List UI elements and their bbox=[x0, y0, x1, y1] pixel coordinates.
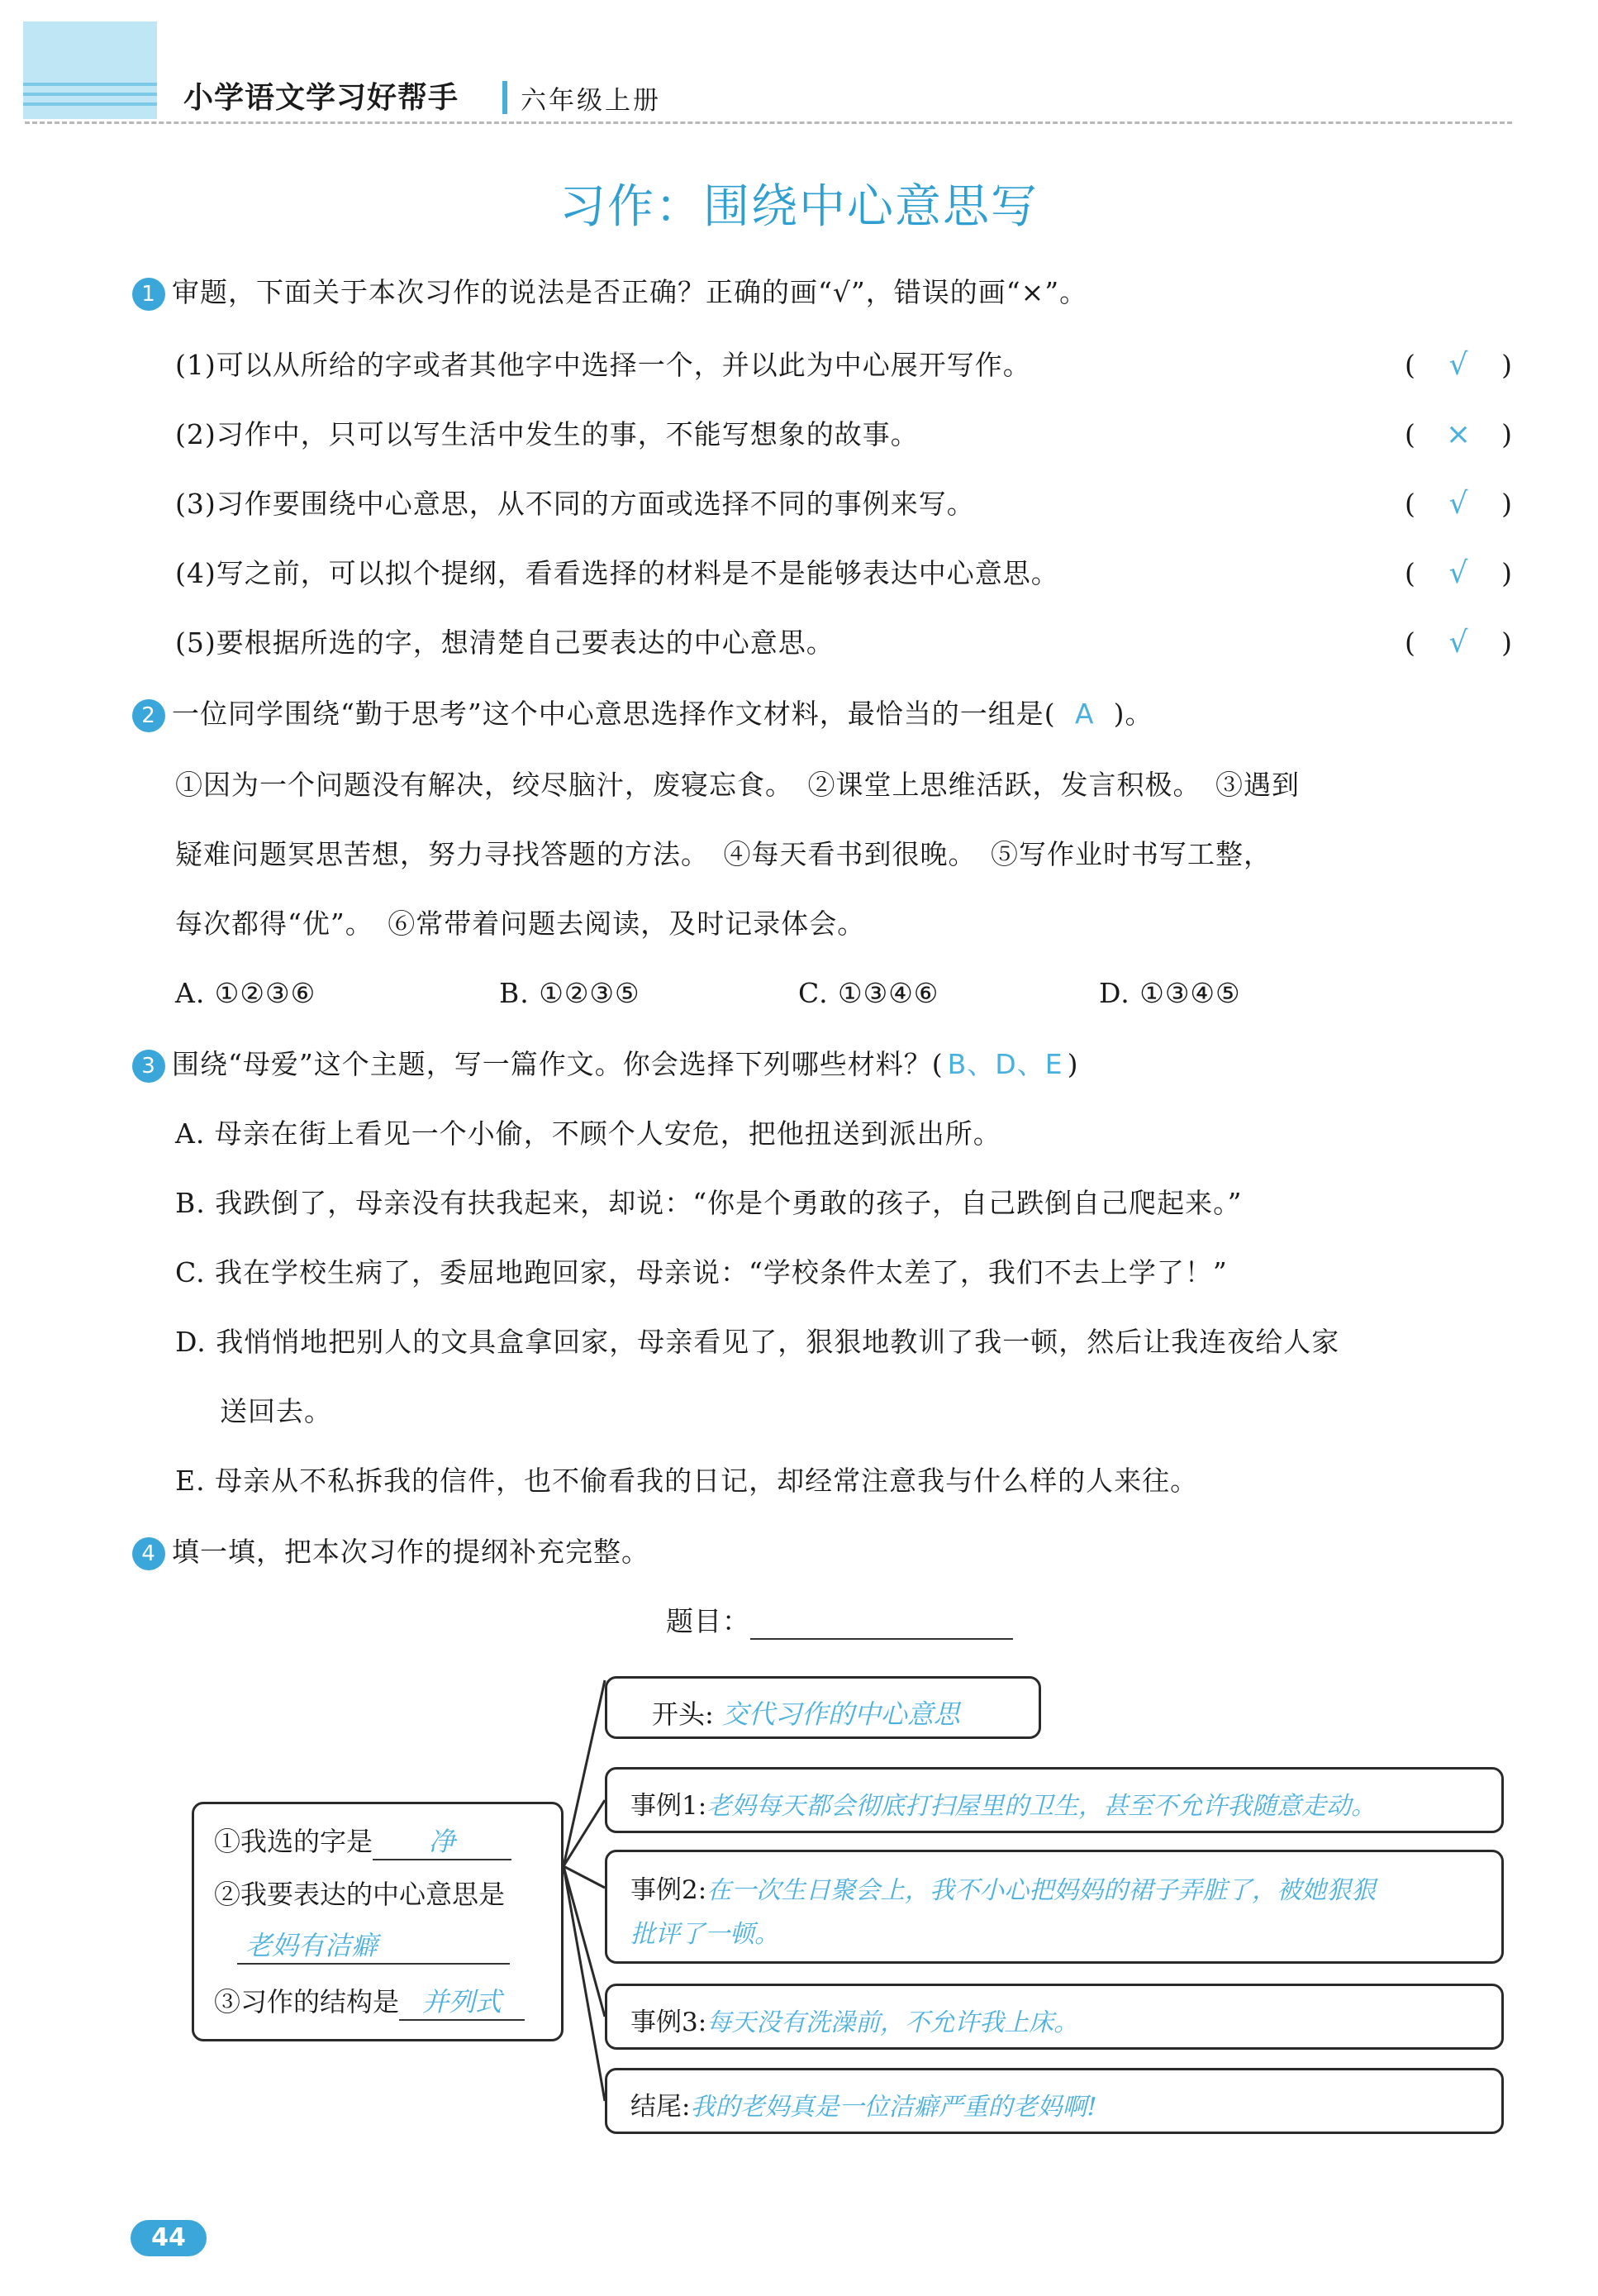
meaning-answer: 老妈有洁癖 bbox=[237, 1925, 510, 1965]
q3-option: D. 我悄悄地把别人的文具盒拿回家，母亲看见了，狠狠地教训了我一顿，然后让我连夜给人家 bbox=[175, 1326, 1340, 1358]
q3-option-continued: 送回去。 bbox=[220, 1395, 332, 1427]
example2-box: 事例2:在一次生日聚会上，我不小心把妈妈的裙子弄脏了，被她狠狠 批评了一顿。 bbox=[605, 1850, 1504, 1964]
q3-option: A. 母亲在街上看见一个小偷，不顾个人安危，把他扭送到派出所。 bbox=[175, 1117, 1001, 1150]
q2-option-d: D. ①③④⑤ bbox=[1099, 977, 1241, 1009]
q1-prompt: 1 审题，下面关于本次习作的说法是否正确？正确的画“√”，错误的画“×”。 bbox=[132, 274, 1087, 311]
opening-answer: 交代习作的中心意思 bbox=[721, 1698, 960, 1730]
q1-item: (2)习作中，只可以写生活中发生的事，不能写想象的故事。 bbox=[175, 418, 919, 450]
q3-option: C. 我在学校生病了，委屈地跑回家，母亲说：“学校条件太差了，我们不去上学了！” bbox=[175, 1256, 1228, 1289]
char-row: ①我选的字是 净 bbox=[214, 1821, 511, 1860]
q2-number-badge: 2 bbox=[132, 699, 165, 732]
q1-number-badge: 1 bbox=[132, 278, 165, 311]
q2-material-line: ①因为一个问题没有解决，绞尽脑汁，废寝忘食。 ②课堂上思维活跃，发言积极。 ③遇到 bbox=[175, 769, 1300, 801]
q1-item: (1)可以从所给的字或者其他字中选择一个，并以此为中心展开写作。 bbox=[175, 349, 1031, 381]
structure-row: ③习作的结构是 并列式 bbox=[214, 1981, 525, 2021]
opening-box: 开头: 交代习作的中心意思 bbox=[605, 1676, 1041, 1739]
page-title: 习作：围绕中心意思写 bbox=[559, 180, 1039, 234]
q3-number-badge: 3 bbox=[132, 1050, 165, 1083]
q4-prompt: 4 填一填，把本次习作的提纲补充完整。 bbox=[132, 1534, 649, 1570]
meaning-label: ②我要表达的中心意思是 bbox=[214, 1879, 506, 1910]
q3-option: B. 我跌倒了，母亲没有扶我起来，却说：“你是个勇敢的孩子，自己跌倒自己爬起来。” bbox=[175, 1187, 1243, 1219]
q3-option: E. 母亲从不私拆我的信件，也不偷看我的日记，却经常注意我与什么样的人来往。 bbox=[175, 1465, 1199, 1497]
example3-box: 事例3:每天没有洗澡前，不允许我上床。 bbox=[605, 1984, 1504, 2050]
example1-answer: 老妈每天都会彻底打扫屋里的卫生，甚至不允许我随意走动。 bbox=[706, 1792, 1377, 1821]
structure-answer: 并列式 bbox=[399, 1981, 525, 2021]
q2-prompt: 2 一位同学围绕“勤于思考”这个中心意思选择作文材料，最恰当的一组是( A )。 bbox=[132, 696, 1153, 732]
book-title: 小学语文学习好帮手 bbox=[183, 81, 459, 115]
q2-material-line: 疑难问题冥思苦想，努力寻找答题的方法。 ④每天看书到很晚。 ⑤写作业时书写工整， bbox=[175, 838, 1272, 870]
q3-prompt: 3 围绕“母爱”这个主题，写一篇作文。你会选择下列哪些材料？( B、D、E ) bbox=[132, 1046, 1079, 1083]
q4-title-field: 题目： bbox=[666, 1603, 1013, 1640]
ending-box: 结尾:我的老妈真是一位洁癖严重的老妈啊! bbox=[605, 2068, 1504, 2134]
grade-label: 六年级上册 bbox=[521, 86, 661, 116]
q2-answer: A bbox=[1074, 698, 1095, 730]
q2-option-b: B. ①②③⑤ bbox=[499, 977, 640, 1009]
q1-item: (3)习作要围绕中心意思，从不同的方面或选择不同的事例来写。 bbox=[175, 488, 975, 520]
example2-answer-continued: 批评了一顿。 bbox=[630, 1920, 779, 1949]
q3-answer: B、D、E bbox=[947, 1048, 1063, 1080]
q1-item: (5)要根据所选的字，想清楚自己要表达的中心意思。 bbox=[175, 626, 835, 659]
page-number: 44 bbox=[131, 2220, 207, 2256]
char-answer: 净 bbox=[373, 1821, 511, 1860]
ending-answer: 我的老妈真是一位洁癖严重的老妈啊! bbox=[690, 2093, 1097, 2122]
outline-summary-box bbox=[192, 1802, 564, 2041]
q1-item: (4)写之前，可以拟个提纲，看看选择的材料是不是能够表达中心意思。 bbox=[175, 557, 1059, 589]
example1-box: 事例1:老妈每天都会彻底打扫屋里的卫生，甚至不允许我随意走动。 bbox=[605, 1767, 1504, 1833]
q4-number-badge: 4 bbox=[132, 1537, 165, 1570]
example3-answer: 每天没有洗澡前，不允许我上床。 bbox=[706, 2008, 1079, 2037]
q2-option-a: A. ①②③⑥ bbox=[175, 977, 316, 1009]
q2-material-line: 每次都得“优”。 ⑥常带着问题去阅读，及时记录体会。 bbox=[175, 907, 866, 940]
q2-option-c: C. ①③④⑥ bbox=[798, 977, 939, 1009]
example2-answer: 在一次生日聚会上，我不小心把妈妈的裙子弄脏了，被她狠狠 bbox=[706, 1876, 1377, 1905]
meaning-row bbox=[237, 1925, 510, 1965]
